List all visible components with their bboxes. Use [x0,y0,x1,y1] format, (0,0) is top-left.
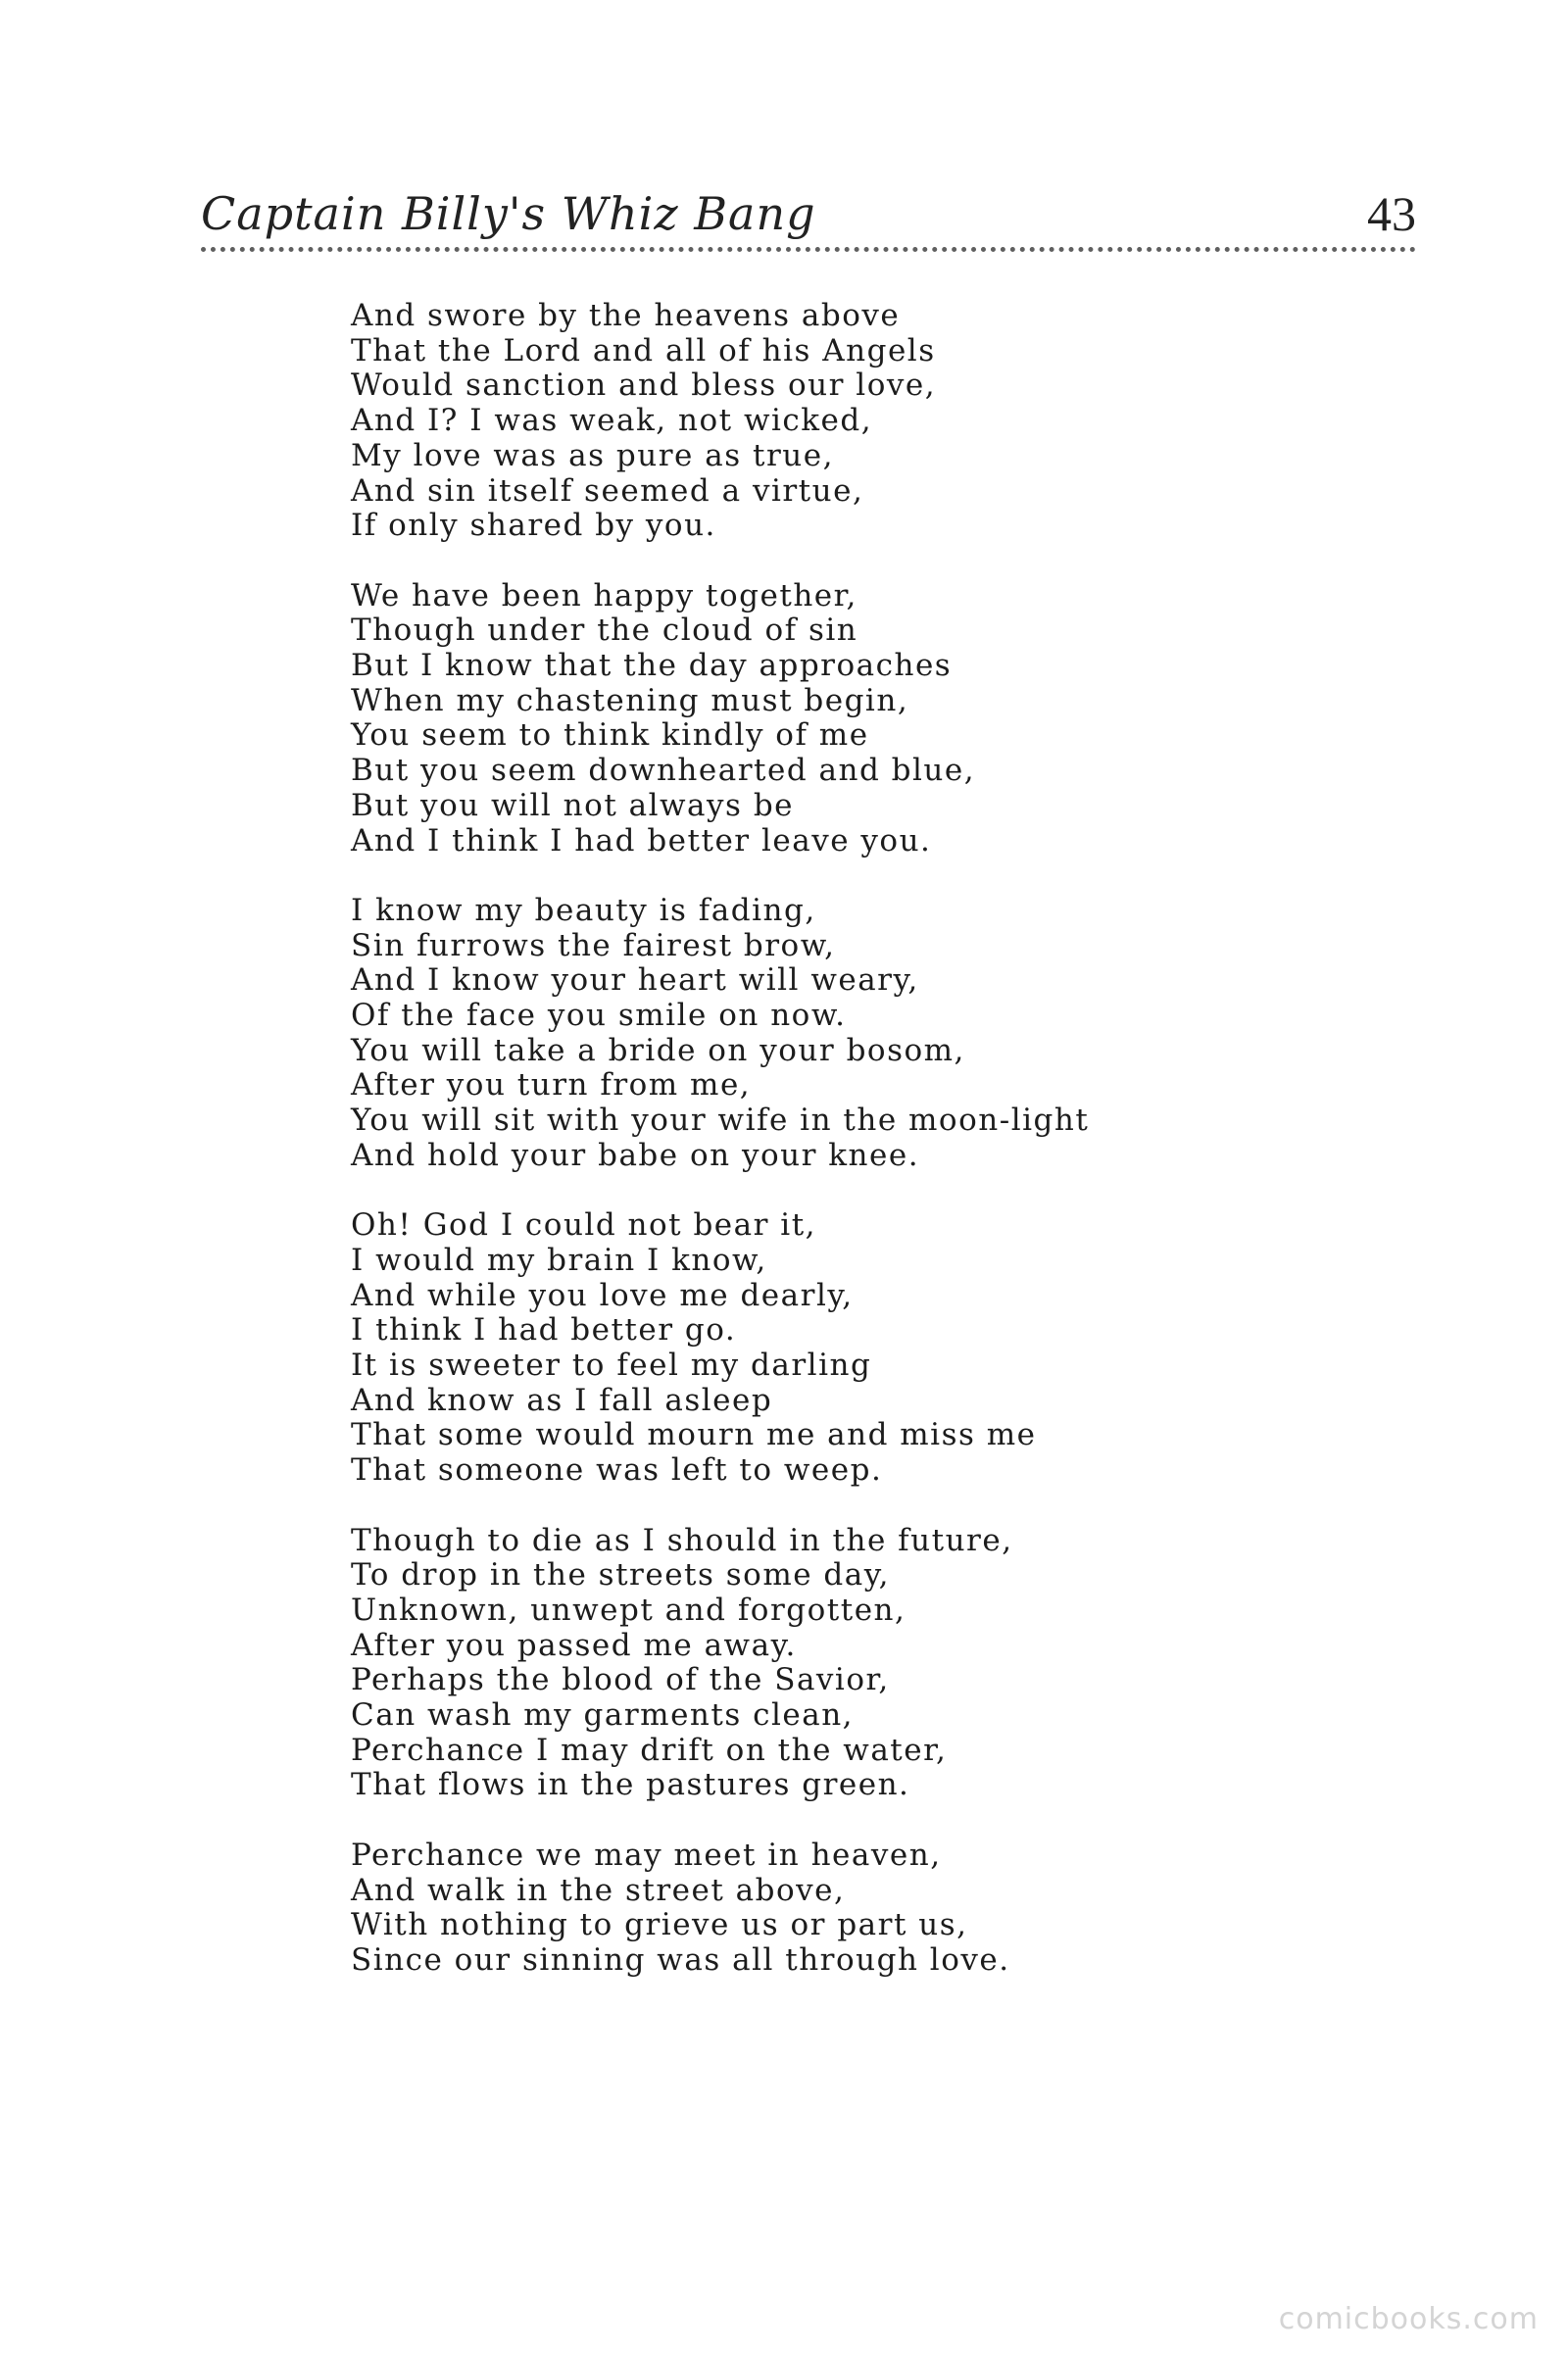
stanza [351,1524,1311,1804]
poem-line: Oh! God I could not bear it, [351,1207,817,1244]
poem-line: You will sit with your wife in the moon-light [351,1103,1090,1139]
poem-line: And swore by the heavens above [351,298,901,333]
poem-line: Though to die as I should in the future, [351,1522,1013,1558]
poem-line: When my chastening must begin, [351,682,909,718]
poem-line: Perhaps the blood of the Savior, [351,1662,890,1698]
poem-line: Though under the cloud of sin [351,613,858,649]
stanza [351,1839,1311,1979]
poem-line: And I think I had better leave you. [351,822,932,858]
poem-line: That someone was left to weep. [351,1452,883,1489]
poem-line: After you turn from me, [351,1067,752,1103]
poem-line: I know my beauty is fading, [351,892,816,928]
poem-line: You will take a bride on your bosom, [351,1032,965,1068]
poem-line: We have been happy together, [351,577,858,613]
poem-line: Can wash my garments clean, [351,1697,855,1734]
poem-line: I think I had better go. [351,1312,737,1349]
stanza [351,1208,1311,1489]
poem-line: With nothing to grieve us or part us, [351,1907,968,1943]
poem-line: If only shared by you. [351,508,716,544]
poem-line: And know as I fall asleep [351,1382,773,1418]
poem-line: Perchance I may drift on the water, [351,1732,948,1768]
poem-line: That some would mourn me and miss me [351,1417,1037,1453]
poem-line: Perchance we may meet in heaven, [351,1837,942,1873]
stanza [351,894,1311,1174]
poem-line: That flows in the pastures green. [351,1767,910,1803]
poem-line: Sin furrows the fairest brow, [351,927,836,963]
poem-line: And sin itself seemed a virtue, [351,472,864,509]
poem-line: To drop in the streets some day, [351,1557,891,1594]
poem-line: You seem to think kindly of me [351,717,869,754]
poem-line: And I know your heart will weary, [351,962,919,999]
stanza [351,579,1311,859]
poem-line: After you passed me away. [351,1627,797,1663]
poem-line: But you seem downhearted and blue, [351,753,976,789]
poem-line: But I know that the day approaches [351,648,953,684]
poem-line: And I? I was weak, not wicked, [351,403,873,439]
page-header [201,186,1416,255]
poem-line: Since our sinning was all through love. [351,1941,1010,1978]
stanza [351,299,1311,544]
poem-line: That the Lord and all of his Angels [351,332,936,368]
poem-line: But you will not always be [351,787,795,823]
poem-line: I would my brain I know, [351,1242,767,1278]
running-title: Captain Billy's Whiz Bang [201,187,816,240]
poem-line: Of the face you smile on now. [351,998,847,1034]
poem-line: And while you love me dearly, [351,1277,854,1313]
poem-line: Unknown, unwept and forgotten, [351,1592,906,1628]
poem-line: It is sweeter to feel my darling [351,1348,872,1384]
poem-line: And hold your babe on your knee. [351,1137,920,1173]
watermark: comicbooks.com [1278,2302,1539,2336]
poem-line: Would sanction and bless our love, [351,368,937,404]
poem-line: My love was as pure as true, [351,437,834,473]
header-rule [201,247,1416,252]
poem-body [351,299,1311,2013]
poem-line: And walk in the street above, [351,1872,846,1908]
page-number: 43 [1367,186,1416,241]
